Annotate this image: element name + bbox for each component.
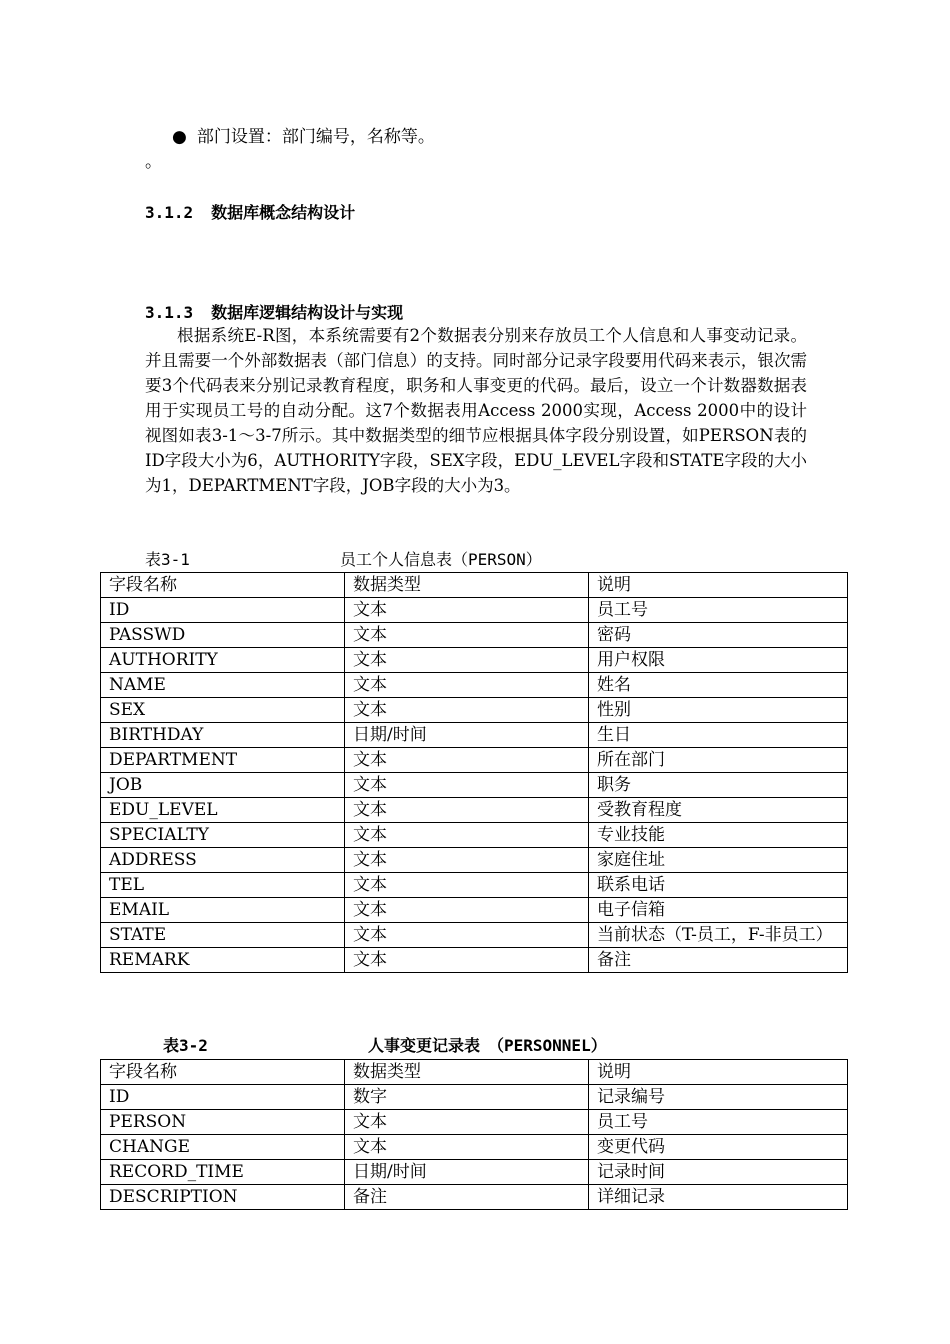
- table-cell: CHANGE: [101, 1135, 345, 1160]
- table-cell: DEPARTMENT: [101, 748, 345, 773]
- table-cell: ID: [101, 598, 345, 623]
- table-cell: 用户权限: [589, 648, 848, 673]
- table-cell: 数字: [345, 1085, 589, 1110]
- table-row: [101, 898, 848, 923]
- table-cell: NAME: [101, 673, 345, 698]
- table-row: [101, 1110, 848, 1135]
- table-cell: 备注: [345, 1185, 589, 1210]
- table-cell: 家庭住址: [589, 848, 848, 873]
- table-cell: JOB: [101, 773, 345, 798]
- table-cell: 联系电话: [589, 873, 848, 898]
- table-cell: 文本: [345, 1135, 589, 1160]
- table-row: [101, 698, 848, 723]
- table-cell: AUTHORITY: [101, 648, 345, 673]
- bullet-text: 部门设置：部门编号，名称等。: [196, 127, 435, 147]
- stray-punctuation: 。: [145, 152, 162, 172]
- table-title: 人事变更记录表 （PERSONNEL）: [368, 1036, 607, 1055]
- table-cell: 变更代码: [589, 1135, 848, 1160]
- table-cell: 文本: [345, 948, 589, 973]
- table-cell: EMAIL: [101, 898, 345, 923]
- table-row: [101, 1085, 848, 1110]
- table-row: [101, 773, 848, 798]
- table-cell: 文本: [345, 798, 589, 823]
- table-cell: STATE: [101, 923, 345, 948]
- table-cell: 记录时间: [589, 1160, 848, 1185]
- table-cell: 文本: [345, 623, 589, 648]
- table-cell: 文本: [345, 823, 589, 848]
- table-row: [101, 923, 848, 948]
- table-cell: 文本: [345, 748, 589, 773]
- table-cell: 所在部门: [589, 748, 848, 773]
- table-title: 员工个人信息表（PERSON）: [340, 550, 542, 569]
- table-cell: ADDRESS: [101, 848, 345, 873]
- table-row: [101, 1135, 848, 1160]
- table-cell: 性别: [589, 698, 848, 723]
- table-row: [101, 848, 848, 873]
- table-row: [101, 748, 848, 773]
- table-cell: 日期/时间: [345, 723, 589, 748]
- table-cell: ID: [101, 1085, 345, 1110]
- table-cell: 电子信箱: [589, 898, 848, 923]
- header-cell: 数据类型: [345, 1060, 589, 1085]
- table-cell: EDU_LEVEL: [101, 798, 345, 823]
- body-paragraph: 根据系统E-R图，本系统需要有2个数据表分别来存放员工个人信息和人事变动记录。并且需要一个外部数据表（部门信息）的支持。同时部分记录字段要用代码来表示，银次需要3个代码表来分别记录教育程度，职务和人事变更的代码。最后，设立一个计数器数据表用于实现员工号的自动分配。这7个数据表用Access 2000实现，Access 2000中的设计视图如表3-1～3-7所示。其中数据类型的细节应根据具体字段分别设置，如PERSON表的ID字段大小为6，AUTHORITY字段，SEX字段，EDU_LEVEL字段和STATE字段的大小为1，DEPARTMENT字段，JOB字段的大小为3。: [145, 326, 807, 495]
- table-cell: 文本: [345, 898, 589, 923]
- table-row: [101, 823, 848, 848]
- header-cell: 数据类型: [345, 573, 589, 598]
- table-cell: 记录编号: [589, 1085, 848, 1110]
- table-row: [101, 648, 848, 673]
- table-cell: 文本: [345, 673, 589, 698]
- section-number: 3.1.3: [145, 303, 194, 322]
- table-cell: DESCRIPTION: [101, 1185, 345, 1210]
- table-label: 表3-1: [145, 550, 190, 569]
- table-row: [101, 948, 848, 973]
- bullet-item: [172, 124, 435, 150]
- table-caption-3-1: [145, 548, 542, 572]
- table-cell: BIRTHDAY: [101, 723, 345, 748]
- section-title: 数据库逻辑结构设计与实现: [211, 303, 404, 322]
- section-number: 3.1.2: [145, 203, 194, 222]
- section-heading-3-1-2: [145, 200, 355, 223]
- table-header-row: [101, 1060, 848, 1085]
- bullet-icon: ●: [172, 127, 187, 147]
- table-cell: 文本: [345, 873, 589, 898]
- table-cell: 文本: [345, 773, 589, 798]
- table-cell: 日期/时间: [345, 1160, 589, 1185]
- table-cell: 详细记录: [589, 1185, 848, 1210]
- table-cell: 文本: [345, 598, 589, 623]
- table-row: [101, 673, 848, 698]
- section-heading-3-1-3: [145, 300, 403, 323]
- table-cell: REMARK: [101, 948, 345, 973]
- table-cell: 员工号: [589, 1110, 848, 1135]
- table-cell: 文本: [345, 1110, 589, 1135]
- table-cell: PASSWD: [101, 623, 345, 648]
- table-cell: 文本: [345, 648, 589, 673]
- table-header-row: [101, 573, 848, 598]
- table-cell: SPECIALTY: [101, 823, 345, 848]
- table-row: [101, 798, 848, 823]
- table-cell: 文本: [345, 923, 589, 948]
- table-cell: 专业技能: [589, 823, 848, 848]
- header-cell: 字段名称: [101, 573, 345, 598]
- table-cell: 员工号: [589, 598, 848, 623]
- table-row: [101, 623, 848, 648]
- table-cell: 职务: [589, 773, 848, 798]
- table-cell: 姓名: [589, 673, 848, 698]
- table-cell: 密码: [589, 623, 848, 648]
- table-cell: 文本: [345, 698, 589, 723]
- table-caption-3-2: [163, 1034, 607, 1058]
- personnel-table: [100, 1059, 848, 1210]
- table-cell: TEL: [101, 873, 345, 898]
- table-cell: 受教育程度: [589, 798, 848, 823]
- table-row: [101, 873, 848, 898]
- header-cell: 说明: [589, 573, 848, 598]
- header-cell: 字段名称: [101, 1060, 345, 1085]
- table-cell: SEX: [101, 698, 345, 723]
- table-cell: 当前状态（T-员工，F-非员工）: [589, 923, 848, 948]
- table-row: [101, 1160, 848, 1185]
- header-cell: 说明: [589, 1060, 848, 1085]
- person-table: [100, 572, 848, 973]
- table-cell: 生日: [589, 723, 848, 748]
- table-cell: PERSON: [101, 1110, 345, 1135]
- table-cell: 备注: [589, 948, 848, 973]
- section-title: 数据库概念结构设计: [211, 203, 356, 222]
- table-row: [101, 723, 848, 748]
- table-row: [101, 1185, 848, 1210]
- table-label: 表3-2: [163, 1036, 208, 1055]
- table-cell: 文本: [345, 848, 589, 873]
- table-cell: RECORD_TIME: [101, 1160, 345, 1185]
- table-row: [101, 598, 848, 623]
